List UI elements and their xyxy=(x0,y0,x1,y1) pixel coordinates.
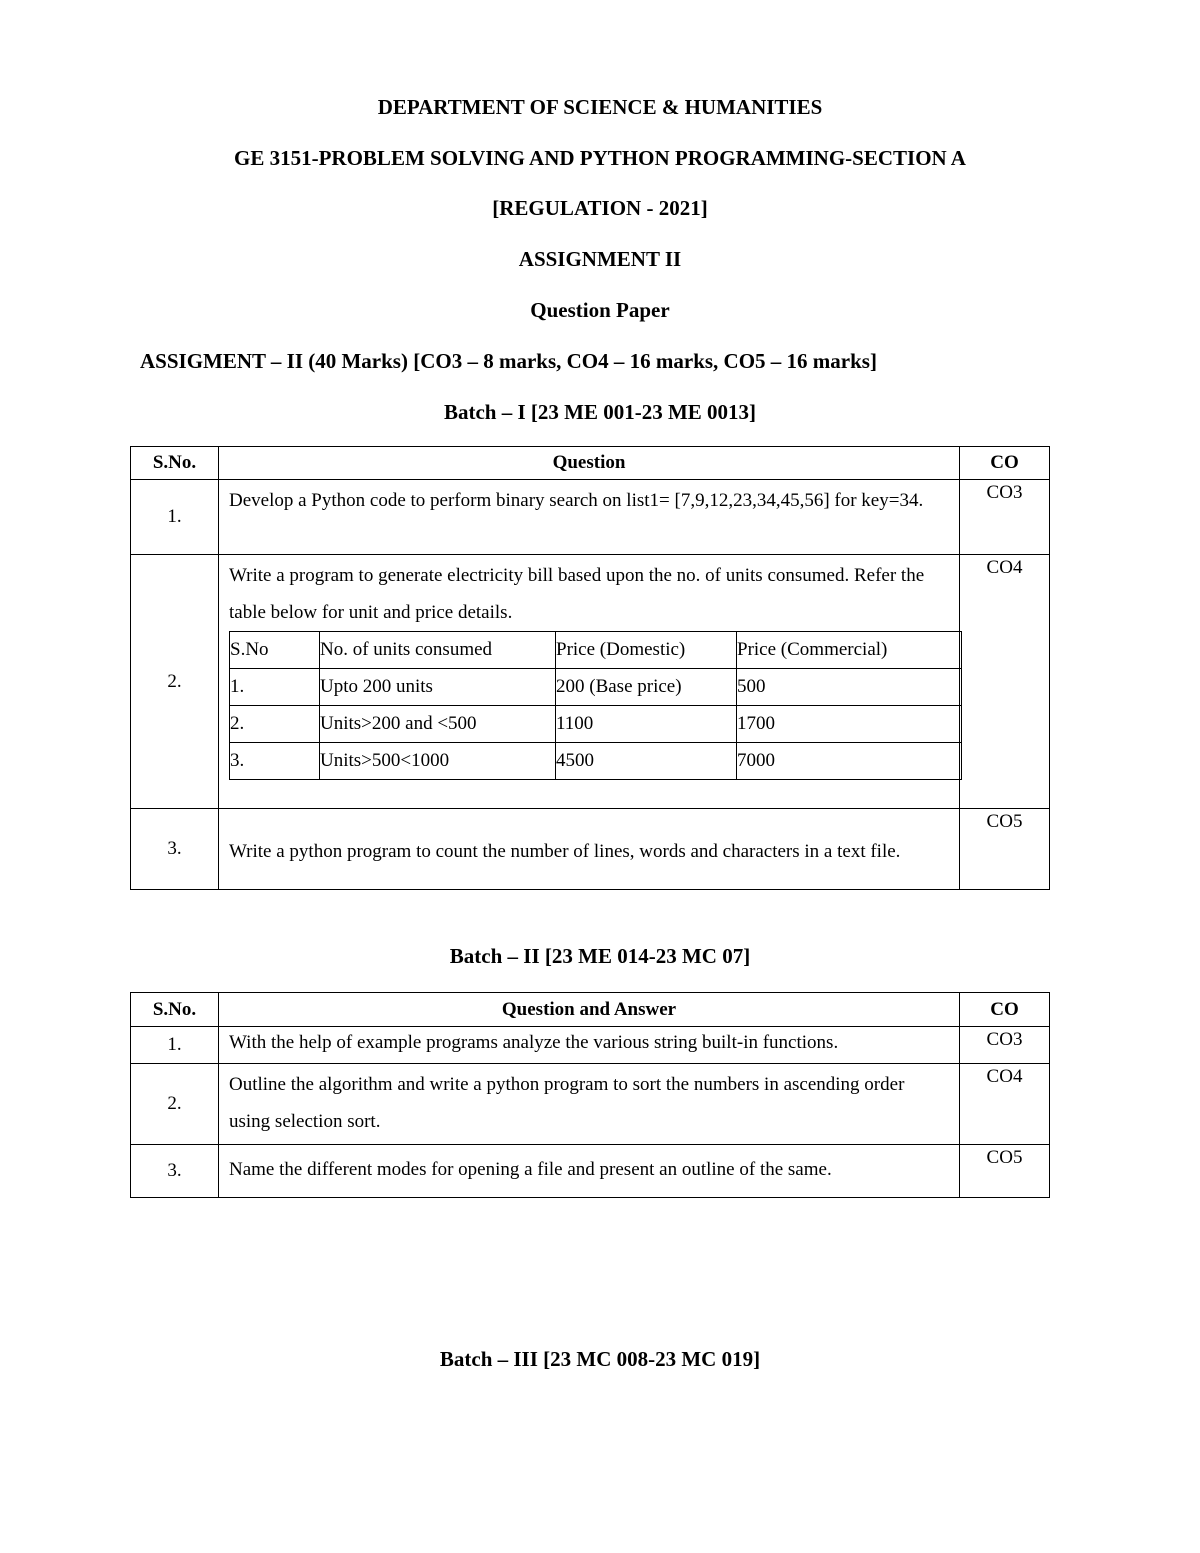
row-number: 2. xyxy=(131,1064,219,1145)
co-value: CO5 xyxy=(960,809,1050,890)
question-text: Name the different modes for opening a file and present an outline of the same. xyxy=(219,1145,960,1198)
table-row xyxy=(131,1064,1050,1145)
price-column-header: Price (Domestic) xyxy=(556,632,737,669)
table-header-row xyxy=(131,993,1050,1027)
price-column-header: Price (Commercial) xyxy=(737,632,962,669)
table-row xyxy=(131,1027,1050,1064)
co-value: CO5 xyxy=(960,1145,1050,1198)
column-header: S.No. xyxy=(131,447,219,480)
price-cell: 2. xyxy=(230,706,320,743)
price-cell: 1100 xyxy=(556,706,737,743)
co-value: CO3 xyxy=(960,480,1050,555)
price-cell: 3. xyxy=(230,743,320,780)
price-cell: 1700 xyxy=(737,706,962,743)
price-cell: 4500 xyxy=(556,743,737,780)
price-table-header xyxy=(230,632,962,669)
question-text: Outline the algorithm and write a python program to sort the numbers in ascending order using selection sort. xyxy=(219,1064,960,1145)
price-row xyxy=(230,706,962,743)
table-row xyxy=(131,1145,1050,1198)
column-header: S.No. xyxy=(131,993,219,1027)
marks-line: ASSIGMENT – II (40 Marks) [CO3 – 8 marks, CO4 – 16 marks, CO5 – 16 marks] xyxy=(140,349,877,373)
price-column-header: No. of units consumed xyxy=(320,632,556,669)
department-title: DEPARTMENT OF SCIENCE & HUMANITIES xyxy=(377,95,823,119)
price-row xyxy=(230,669,962,706)
table-row xyxy=(131,809,1050,890)
price-cell: 200 (Base price) xyxy=(556,669,737,706)
price-cell: Units>200 and <500 xyxy=(320,706,556,743)
co-value: CO4 xyxy=(960,1064,1050,1145)
doc-type-title: Question Paper xyxy=(530,298,670,322)
co-value: CO3 xyxy=(960,1027,1050,1064)
price-cell: Units>500<1000 xyxy=(320,743,556,780)
price-table xyxy=(229,631,962,780)
question-text: Develop a Python code to perform binary search on list1= [7,9,12,23,34,45,56] for key=34. xyxy=(219,480,960,555)
regulation-title: [REGULATION - 2021] xyxy=(492,196,708,220)
question-text: Write a python program to count the number of lines, words and characters in a text file. xyxy=(219,809,960,890)
course-title: GE 3151-PROBLEM SOLVING AND PYTHON PROGRAMMING-SECTION A xyxy=(234,146,966,170)
price-cell: 1. xyxy=(230,669,320,706)
co-value: CO4 xyxy=(960,555,1050,809)
question-text: With the help of example programs analyze the various string built-in functions. xyxy=(219,1027,960,1064)
row-number: 1. xyxy=(131,480,219,555)
column-header: CO xyxy=(960,993,1050,1027)
price-cell: 500 xyxy=(737,669,962,706)
column-header: CO xyxy=(960,447,1050,480)
batch2-table xyxy=(130,992,1050,1198)
assignment-title: ASSIGNMENT II xyxy=(518,247,682,271)
row-number: 3. xyxy=(131,809,219,890)
price-cell: 7000 xyxy=(737,743,962,780)
price-row xyxy=(230,743,962,780)
batch1-table xyxy=(130,446,1050,890)
column-header: Question and Answer xyxy=(219,993,960,1027)
table-row xyxy=(131,555,1050,809)
question-cell xyxy=(219,555,960,809)
batch3-title: Batch – III [23 MC 008-23 MC 019] xyxy=(439,1347,761,1371)
row-number: 3. xyxy=(131,1145,219,1198)
batch2-title: Batch – II [23 ME 014-23 MC 07] xyxy=(449,944,751,968)
question-text: Write a program to generate electricity bill based upon the no. of units consumed. Refer the table below for unit and price details. xyxy=(229,565,925,623)
batch1-title: Batch – I [23 ME 001-23 ME 0013] xyxy=(443,400,757,424)
price-cell: Upto 200 units xyxy=(320,669,556,706)
row-number: 2. xyxy=(131,555,219,809)
row-number: 1. xyxy=(131,1027,219,1064)
price-column-header: S.No xyxy=(230,632,320,669)
column-header: Question xyxy=(219,447,960,480)
table-header-row xyxy=(131,447,1050,480)
table-row xyxy=(131,480,1050,555)
